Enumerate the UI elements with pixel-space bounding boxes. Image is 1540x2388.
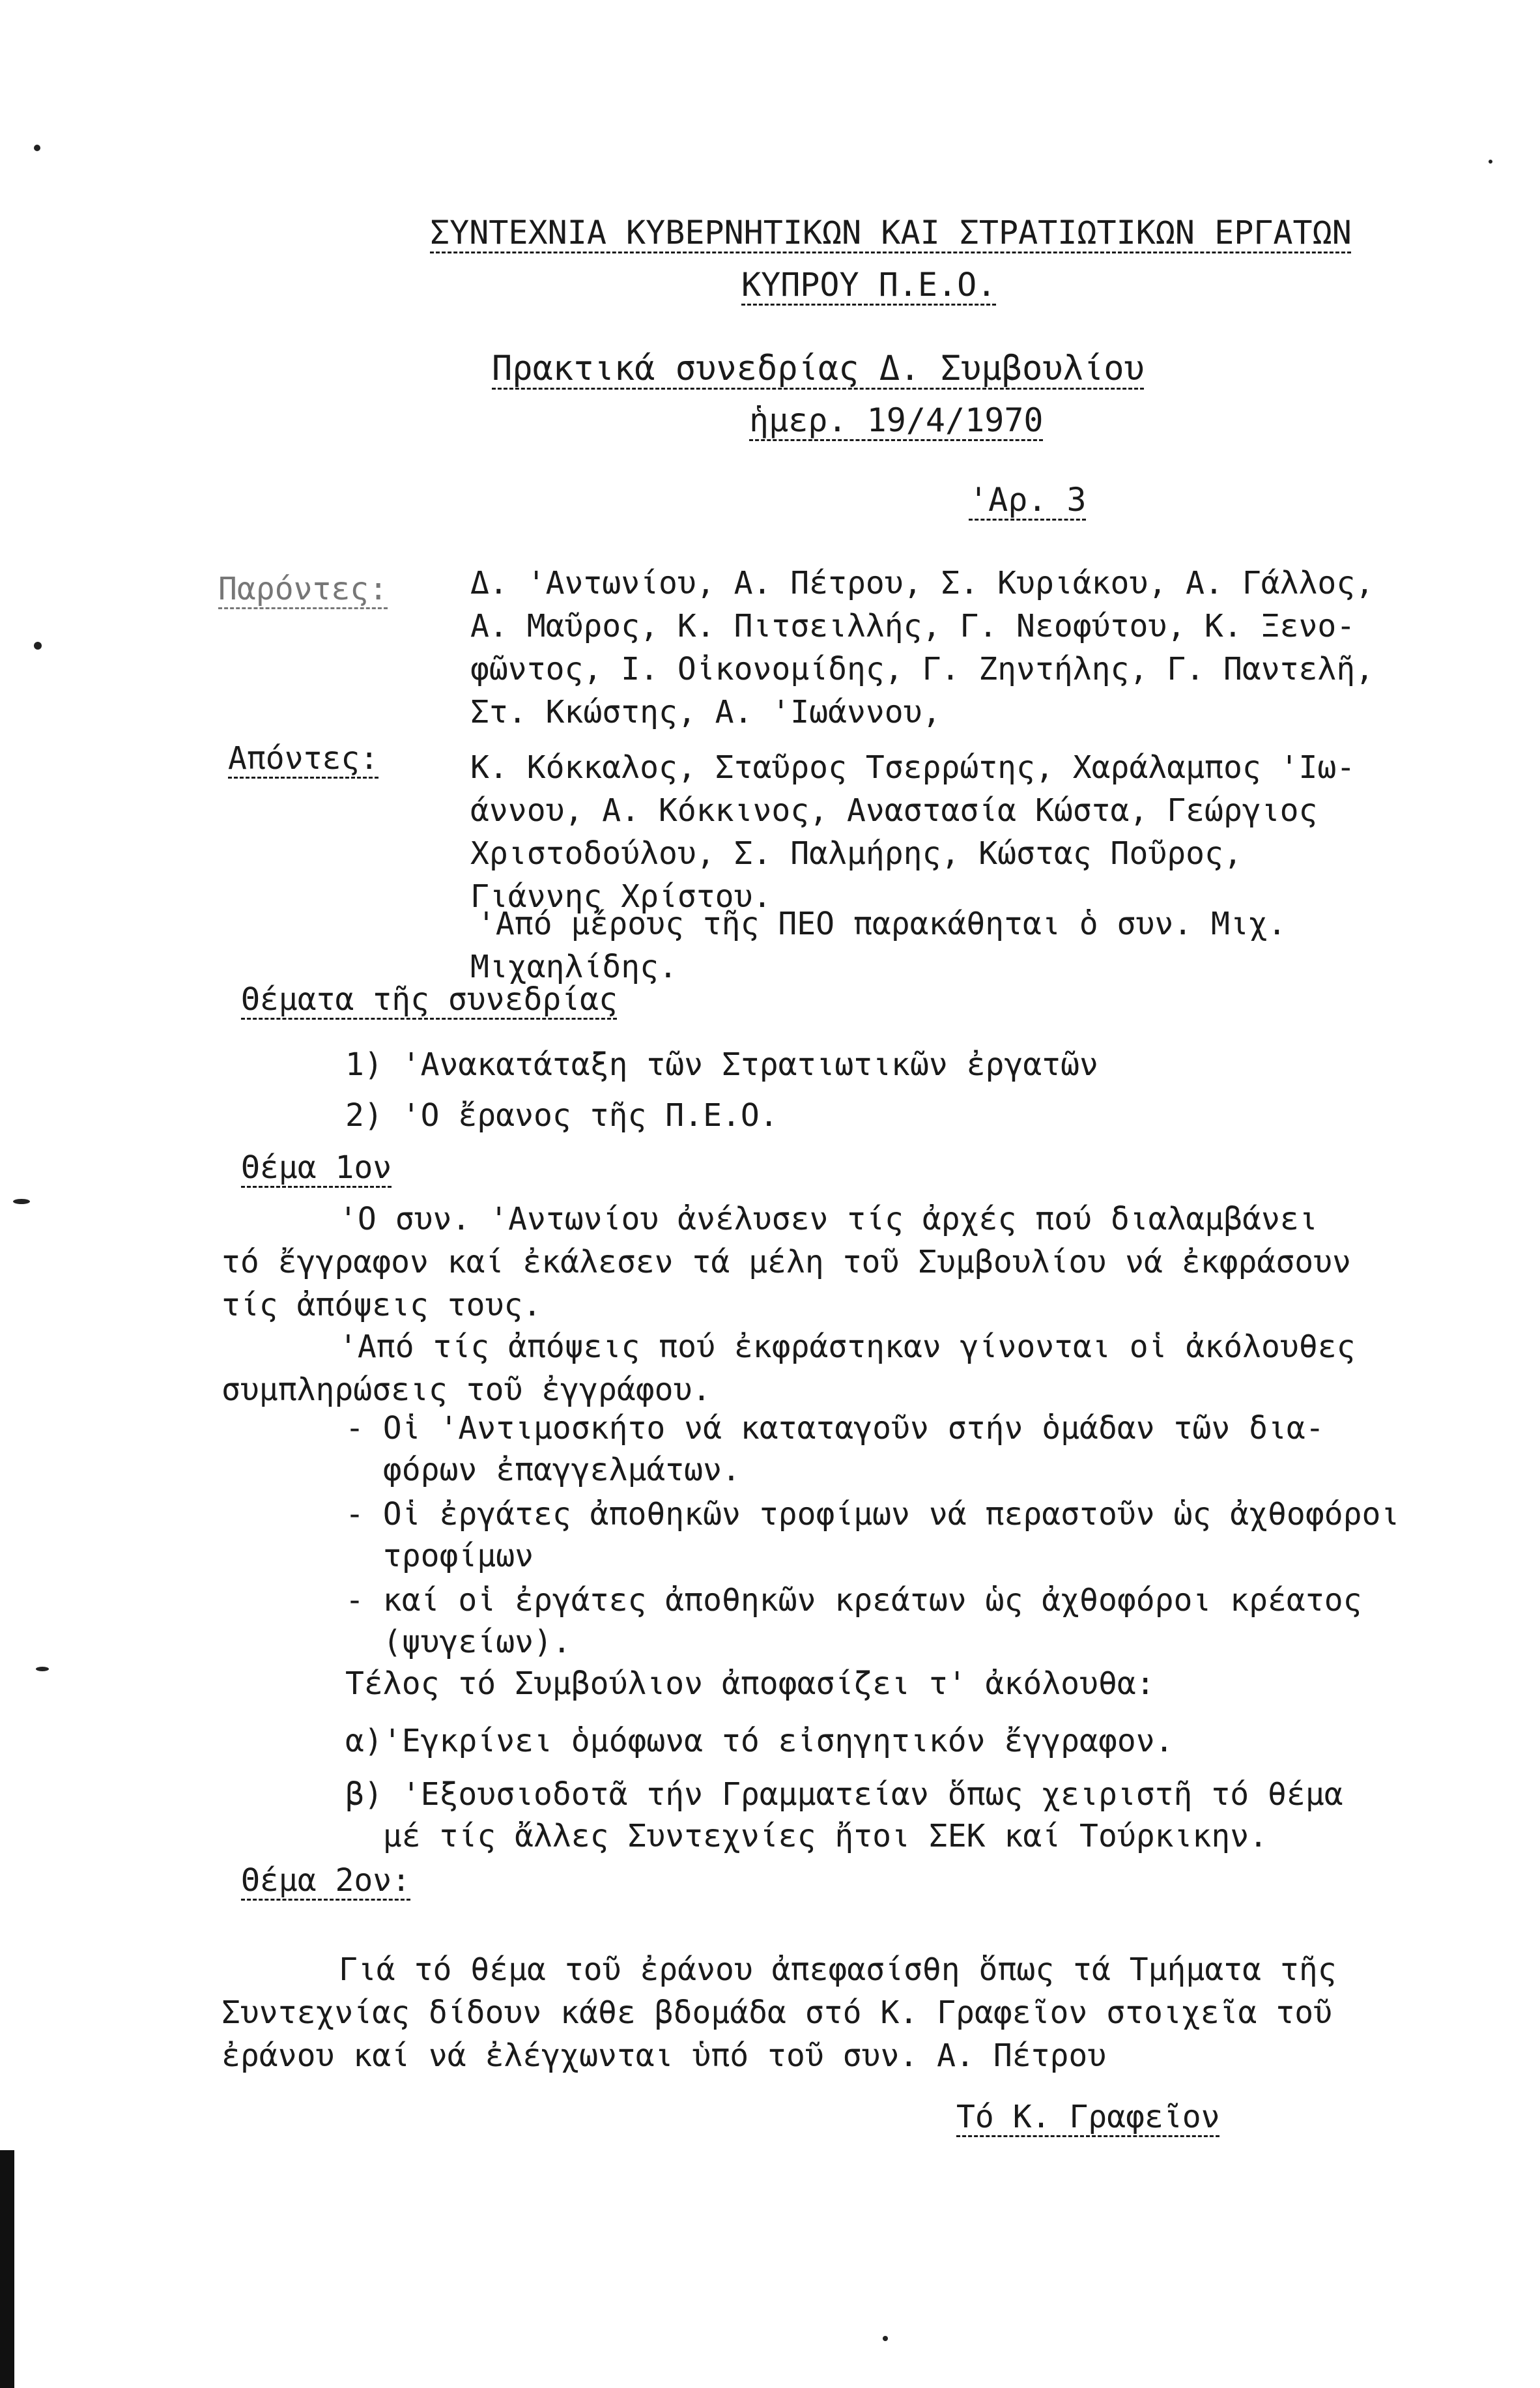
decision-intro: Τέλος τό Συμβούλιον ἀποφασίζει τ' ἀκόλουθα:	[345, 1665, 1155, 1702]
scan-speck	[34, 145, 40, 151]
topic1-paragraph1	[221, 1198, 1351, 1327]
decision-item	[345, 1720, 1174, 1762]
peo-line: 'Από μέρους τῆς ΠΕΟ παρακάθηται ὁ συν. Μιχ.	[477, 906, 1287, 942]
present-line: Α. Μαῦρος, Κ. Πιτσειλλής, Γ. Νεοφύτου, Κ. Ξενο-	[470, 608, 1356, 644]
text-line: 'Ο συν. 'Αντωνίου ἀνέλυσεν τίς ἀρχές πού διαλαμβάνει	[339, 1201, 1318, 1237]
document-number: 'Αρ. 3	[969, 481, 1087, 519]
document-title: Πρακτικά συνεδρίας Δ. Συμβουλίου	[492, 349, 1145, 388]
text-line: α)'Εγκρίνει ὁμόφωνα τό εἰσηγητικόν ἔγγραφον.	[345, 1723, 1174, 1759]
scan-speck	[13, 1199, 30, 1204]
topic1-heading: Θέμα 1ον	[241, 1149, 392, 1186]
agenda-heading: Θέματα τῆς συνεδρίας	[241, 981, 618, 1018]
topic1-paragraph2	[221, 1325, 1356, 1411]
present-line: φῶντος, Ι. Οἰκονομίδης, Γ. Ζηντήλης, Γ. Παντελῆ,	[470, 651, 1375, 687]
decision-item	[345, 1774, 1343, 1857]
scan-edge-shadow	[0, 2150, 14, 2388]
absent-line: Κ. Κόκκαλος, Σταῦρος Τσερρώτης, Χαράλαμπος 'Ιω-	[470, 749, 1356, 786]
text-line: 'Από τίς ἀπόψεις πού ἐκφράστηκαν γίνονται οἱ ἀκόλουθες	[339, 1329, 1356, 1365]
present-label: Παρόντες:	[218, 571, 388, 607]
peo-representative	[470, 902, 1287, 988]
text-line: ἐράνου καί νά ἐλέγχωνται ὑπό τοῦ συν. Α. Πέτρου	[221, 2037, 1107, 2074]
list-item	[345, 1493, 1399, 1577]
text-line: τροφίμων	[345, 1538, 534, 1574]
text-line: Συντεχνίας δίδουν κάθε βδομάδα στό Κ. Γραφεῖον στοιχεῖα τοῦ	[221, 1994, 1333, 2031]
text-line: τό ἔγγραφον καί ἐκάλεσεν τά μέλη τοῦ Συμβουλίου νά ἐκφράσουν	[221, 1244, 1351, 1280]
agenda-item-2: 2) 'Ο ἔρανος τῆς Π.Ε.Ο.	[345, 1097, 778, 1134]
text-line: φόρων ἐπαγγελμάτων.	[345, 1452, 741, 1488]
present-line: Δ. 'Αντωνίου, Α. Πέτρου, Σ. Κυριάκου, Α. Γάλλος,	[470, 565, 1375, 601]
peo-line: Μιχαηλίδης.	[470, 949, 677, 985]
signature-line: Τό Κ. Γραφεῖον	[956, 2099, 1220, 2135]
org-name-line1: ΣΥΝΤΕΧΝΙΑ ΚΥΒΕΡΝΗΤΙΚΩΝ ΚΑΙ ΣΤΡΑΤΙΩΤΙΚΩΝ ΕΡΓΑΤΩΝ	[430, 214, 1352, 252]
list-item	[345, 1407, 1324, 1491]
list-item	[345, 1579, 1362, 1663]
text-line: - Οἱ 'Αντιμοσκήτο νά καταταγοῦν στήν ὁμάδαν τῶν δια-	[345, 1410, 1324, 1446]
text-line: (ψυγείων).	[345, 1624, 571, 1660]
scan-speck	[883, 2336, 888, 2341]
org-name-line2: ΚΥΠΡΟΥ Π.Ε.Ο.	[741, 266, 997, 304]
scan-speck	[1489, 160, 1492, 164]
scan-speck	[36, 1667, 49, 1671]
present-line: Στ. Κκώστης, Α. 'Ιωάννου,	[470, 694, 941, 730]
scan-speck	[34, 642, 42, 650]
topic2-heading: Θέμα 2ον:	[241, 1862, 411, 1899]
absent-label: Απόντες:	[228, 740, 379, 777]
meeting-date: ἡμερ. 19/4/1970	[749, 401, 1044, 439]
text-line: - καί οἱ ἐργάτες ἀποθηκῶν κρεάτων ὡς ἀχθοφόροι κρέατος	[345, 1582, 1362, 1618]
topic2-paragraph	[221, 1948, 1337, 2077]
text-line: Γιά τό θέμα τοῦ ἐράνου ἀπεφασίσθη ὅπως τά Τμήματα τῆς	[339, 1951, 1337, 1988]
text-line: - Οἱ ἐργάτες ἀποθηκῶν τροφίμων νά περαστοῦν ὡς ἀχθοφόροι	[345, 1496, 1400, 1532]
text-line: β) 'Εξουσιοδοτᾶ τήν Γραμματείαν ὅπως χειριστῆ τό θέμα	[345, 1776, 1343, 1813]
text-line: τίς ἀπόψεις τους.	[221, 1287, 542, 1323]
absent-line: Χριστοδούλου, Σ. Παλμήρης, Κώστας Ποῦρος,	[470, 835, 1242, 872]
text-line: συμπληρώσεις τοῦ ἐγγράφου.	[221, 1372, 711, 1408]
absent-line: Γιάννης Χρίστου.	[470, 878, 772, 915]
absent-list	[470, 746, 1355, 918]
present-list	[470, 562, 1374, 734]
agenda-item-1: 1) 'Ανακατάταξη τῶν Στρατιωτικῶν ἐργατῶν	[345, 1046, 1098, 1083]
absent-line: άννου, Α. Κόκκινος, Αναστασία Κώστα, Γεώργιος	[470, 792, 1318, 829]
text-line: μέ τίς ἄλλες Συντεχνίες ἤτοι ΣΕΚ καί Τούρκικην.	[345, 1818, 1268, 1854]
